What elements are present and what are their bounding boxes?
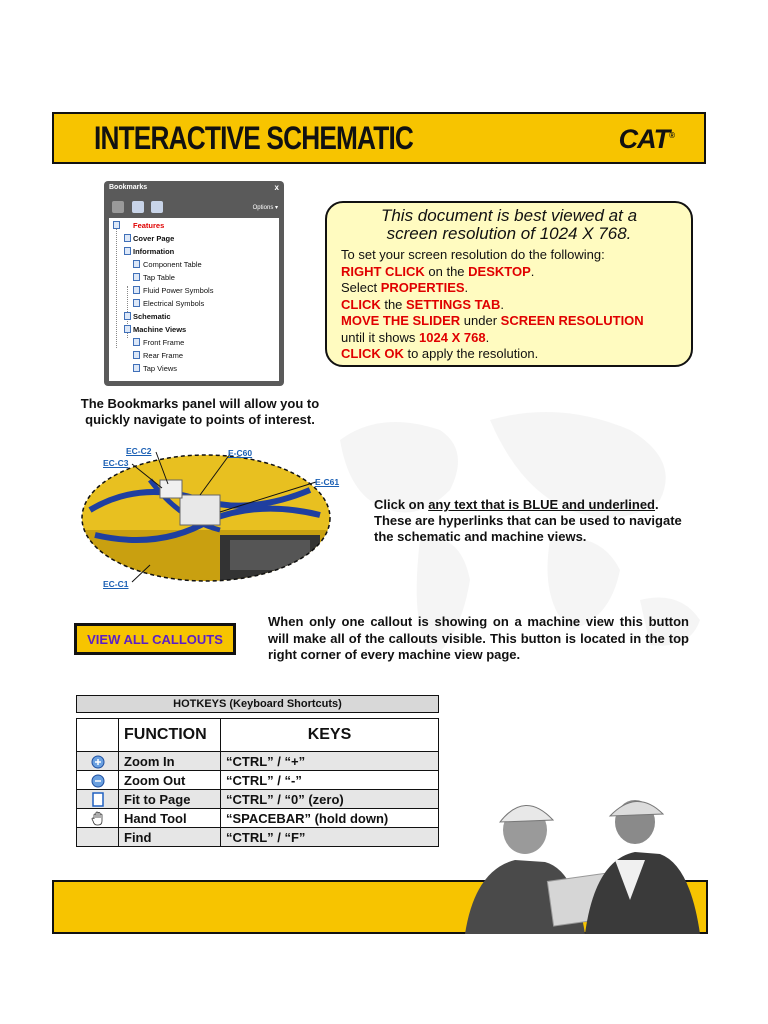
zoom-in-icon [77,752,119,771]
callout-ec-c1[interactable]: EC-C1 [103,579,129,589]
bookmark-fluid-power-symbols[interactable]: Fluid Power Symbols [143,286,214,295]
hotkey-keys: “CTRL” / “0” (zero) [221,790,439,809]
hotkeys-table [76,718,439,847]
empty-icon-cell [77,828,119,847]
callout-ec-c2[interactable]: EC-C2 [126,446,152,456]
new-bookmark-icon[interactable] [132,201,144,213]
bookmark-rear-frame[interactable]: Rear Frame [143,351,184,360]
bookmark-icon [133,338,140,346]
bookmark-icon [133,299,140,307]
bookmark-front-frame[interactable]: Front Frame [143,338,185,347]
bookmarks-toolbar [104,197,284,217]
hotkey-keys: “CTRL” / “+” [221,752,439,771]
bookmark-electrical-symbols[interactable]: Electrical Symbols [143,299,205,308]
notice-instructions: To set your screen resolution do the following: RIGHT CLICK on the DESKTOP. Select PROPERTIES. CLICK the SETTINGS TAB. MOVE THE SLIDER under SCREEN RESOLUTION until it shows 1024 X 768. CLICK OK to apply the resolution. [341,247,644,361]
notice-title: This document is best viewed at a screen resolution of 1024 X 768. [380,206,638,243]
hotkey-keys: “CTRL” / “-” [221,771,439,790]
table-row [77,752,439,771]
bookmark-icon [124,234,131,242]
callout-e-c61[interactable]: E-C61 [315,477,340,487]
bookmark-tap-views[interactable]: Tap Views [143,364,178,373]
bookmark-icon [133,351,140,359]
bookmark-icon [133,364,140,372]
bookmark-icon [124,325,131,333]
zoom-out-icon [77,771,119,790]
bookmark-schematic[interactable]: Schematic [133,312,171,321]
hotkey-function: Find [119,828,221,847]
hotkey-keys: “CTRL” / “F” [221,828,439,847]
keys-column-header: KEYS [221,719,439,752]
hotkeys-title: HOTKEYS (Keyboard Shortcuts) [76,695,439,713]
table-row [77,809,439,828]
resolution-notice [325,201,693,367]
hotkey-function: Hand Tool [119,809,221,828]
function-column-header: FUNCTION [119,719,221,752]
bookmark-icon [133,260,140,268]
workers-photo [455,790,705,934]
hand-icon [77,809,119,828]
bookmark-component-table[interactable]: Component Table [143,260,202,269]
machine-view-image [80,440,350,600]
bookmark-icon [133,273,140,281]
bookmarks-panel-header [104,181,284,195]
bookmarks-panel-title: Bookmarks [109,184,148,191]
bookmark-options-icon[interactable] [151,201,163,213]
bookmark-cover-page[interactable]: Cover Page [133,234,175,243]
hotkey-keys: “SPACEBAR” (hold down) [221,809,439,828]
bookmark-information[interactable]: Information [133,247,175,256]
hotkey-function: Zoom In [119,752,221,771]
bookmarks-caption: The Bookmarks panel will allow you to quickly navigate to points of interest. [80,396,320,427]
bookmarks-tree [109,218,279,381]
bookmark-icon [113,221,120,229]
header-bar [52,112,706,164]
table-header-row [77,719,439,752]
bookmarks-panel [104,181,284,386]
bookmark-tap-table[interactable]: Tap Table [143,273,175,282]
page-title: INTERACTIVE SCHEMATIC [94,120,414,156]
table-row [77,771,439,790]
bookmark-machine-views[interactable]: Machine Views [133,325,187,334]
fit-page-icon [77,790,119,809]
hotkey-function: Fit to Page [119,790,221,809]
bookmark-icon [133,286,140,294]
callout-e-c60[interactable]: E-C60 [228,448,253,458]
bookmark-features[interactable]: Features [133,221,165,230]
cat-logo: CAT® [618,124,674,154]
view-all-callouts-description: When only one callout is showing on a machine view this button will make all of the callouts visible. This button is located in the top right corner of every machine view page. [268,614,689,662]
hyperlink-explanation: Click on any text that is BLUE and underlined. These are hyperlinks that can be used to navigate the schematic and machine views. [374,497,682,544]
table-row [77,790,439,809]
close-icon[interactable]: x [274,183,279,192]
callout-ec-c3[interactable]: EC-C3 [103,458,129,468]
icon-column-header [77,719,119,752]
view-all-callouts-button[interactable]: VIEW ALL CALLOUTS [74,623,236,655]
hotkey-function: Zoom Out [119,771,221,790]
table-row [77,828,439,847]
bookmark-icon [124,247,131,255]
trash-icon[interactable] [112,201,124,213]
options-menu[interactable]: Options ▾ [252,205,278,211]
bookmark-icon [124,312,131,320]
